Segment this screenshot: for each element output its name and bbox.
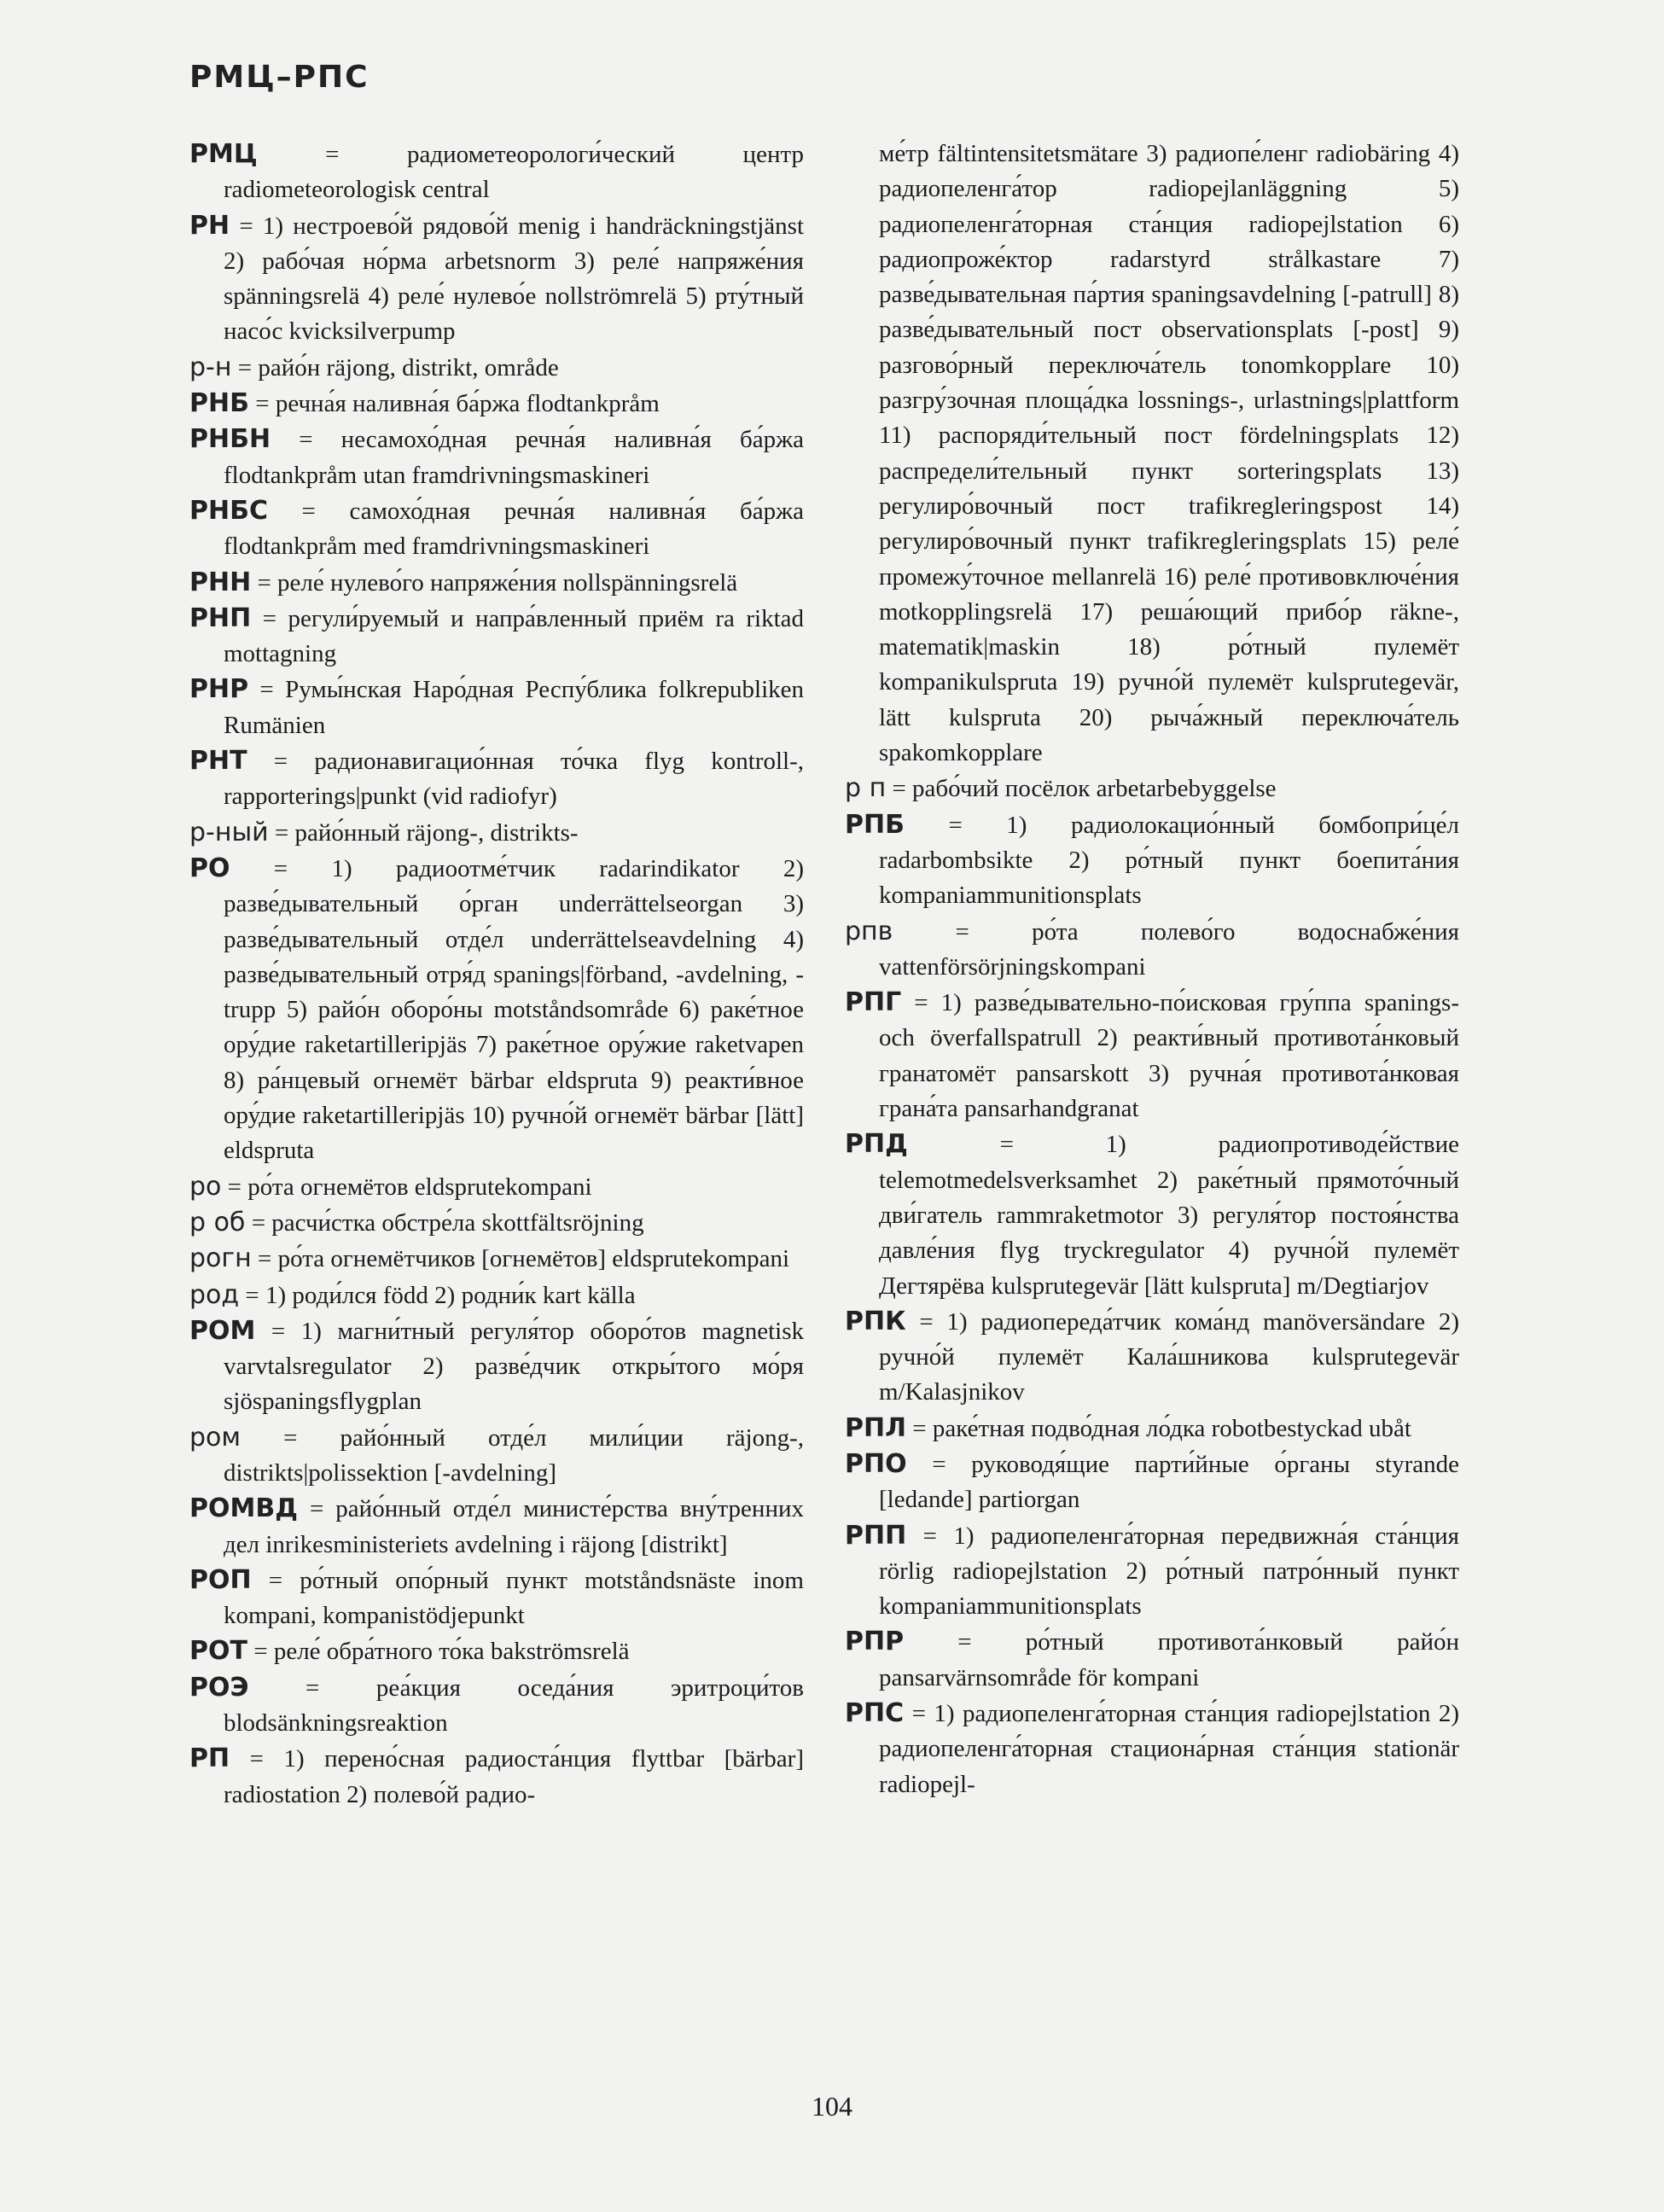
entry-definition: = 1) радиопеленга́торная передвижна́я ста́нция rörlig radiopejlstation 2) ро́тный патро́нный пункт kompaniammunitionsplats xyxy=(879,1522,1459,1621)
dictionary-entry xyxy=(189,601,804,672)
entry-definition: = райо́н räjong, distrikt, område xyxy=(231,353,559,381)
dictionary-entry xyxy=(845,1411,1459,1447)
entry-headword: РНР xyxy=(189,674,249,705)
dictionary-entry xyxy=(845,914,1459,986)
entry-headword: р п xyxy=(845,773,887,804)
entry-headword: ро xyxy=(189,1171,222,1202)
dictionary-entry xyxy=(189,1241,804,1277)
entry-headword: рпв xyxy=(845,916,893,946)
dictionary-entry xyxy=(189,1633,804,1669)
entry-definition: = регули́руемый и напра́вленный приём ra riktad mottagning xyxy=(224,604,804,668)
dictionary-entry xyxy=(845,1624,1459,1696)
entry-definition: = 1) радиопеленга́торная ста́нция radiopejlstation 2) радиопеленга́торная стациона́рная ста́нция stationär radiopejl- xyxy=(879,1700,1459,1798)
dictionary-entry xyxy=(189,1169,804,1205)
dictionary-entry xyxy=(189,672,804,743)
entry-headword: РНБН xyxy=(189,424,271,455)
dictionary-entry xyxy=(189,1205,804,1241)
dictionary-entry xyxy=(189,565,804,601)
entry-definition: = ро́та огнемётчиков [огнемётов] eldsprutekompani xyxy=(251,1245,790,1273)
dictionary-entry xyxy=(189,815,804,851)
entry-definition: = райо́нный отде́л мили́ции räjong-, distrikts|polissektion [-avdelning] xyxy=(224,1423,804,1487)
entry-headword: РОМВД xyxy=(189,1493,298,1524)
dictionary-entry xyxy=(845,807,1459,914)
dictionary-entry xyxy=(189,1420,804,1492)
dictionary-entry xyxy=(189,1563,804,1634)
entry-definition: = 1) разве́дывательно-по́исковая гру́ппа spanings- och överfallspatrull 2) реакти́вный противота́нковый гранатомёт pansarskott 3) ручна́я противота́нковая грана́та pansarhandgranat xyxy=(879,989,1459,1123)
entry-definition: = ро́та огнемётов eldsprutekompani xyxy=(221,1173,592,1201)
entry-headword: РНБС xyxy=(189,495,268,526)
dictionary-entry xyxy=(189,1278,804,1313)
dictionary-entry xyxy=(845,1126,1459,1303)
dictionary-entry xyxy=(845,137,1459,771)
dictionary-entry xyxy=(189,1670,804,1742)
dictionary-entry xyxy=(845,1304,1459,1411)
entry-headword: РО xyxy=(189,853,230,883)
entry-headword: РОМ xyxy=(189,1315,256,1346)
entry-headword: РНН xyxy=(189,567,252,597)
entry-definition: = 1) нестроево́й рядово́й menig i handräckningstjänst 2) рабо́чая но́рма arbetsnorm 3) реле́ напряже́ния spänningsrelä 4) реле́ нулево́е nollströmrelä 5) рту́тный насо́с kvicksilverpump xyxy=(224,212,804,346)
entry-definition: = 1) радиопереда́тчик кома́нд manöversändare 2) ручно́й пулемёт Кала́шникова kulsprutegevär m/Kalasjnikov xyxy=(879,1307,1459,1406)
entry-headword: РП xyxy=(189,1743,230,1774)
page-header: РМЦ–РПС xyxy=(189,60,369,95)
entry-definition: = руководя́щие парти́йные о́рганы styrande [ledande] partiorgan xyxy=(879,1450,1459,1514)
dictionary-entry xyxy=(845,1696,1459,1802)
entry-definition: = ро́тный противота́нковый райо́н pansarvärnsområde för kompani xyxy=(879,1628,1459,1691)
entry-definition: = 1) магни́тный регуля́тор оборо́тов magnetisk varvtalsregulator 2) разве́дчик откры́того мо́ря sjöspaningsflygplan xyxy=(224,1317,804,1416)
entry-definition: = радиометеорологи́ческий центр radiometeorologisk central xyxy=(224,141,804,204)
entry-headword: РПК xyxy=(845,1306,906,1336)
entry-definition: = реле́ обра́тного то́ка bakströmsrelä xyxy=(247,1638,630,1666)
entry-headword: РПП xyxy=(845,1520,907,1551)
entry-definition: = 1) радиоотме́тчик radarindikator 2) разве́дывательный о́рган underrättelseorgan 3) разве́дывательный отде́л underrättelseavdelning 4) разве́дывательный отря́д spanings|förband, -avdelning, -trupp 5) райо́н оборо́ны motståndsområde 6) раке́тное ору́дие raketartilleripjäs 7) раке́тное ору́жие raketvapen 8) ра́нцевый огнемёт bärbar eldspruta 9) реакти́вное ору́дие raketartilleripjäs 10) ручно́й огнемёт bärbar [lätt] eldspruta xyxy=(224,854,804,1165)
dictionary-entry xyxy=(845,771,1459,806)
entry-headword: РОП xyxy=(189,1564,252,1595)
entry-headword: р-н xyxy=(189,352,232,382)
entry-headword: РПД xyxy=(845,1129,908,1160)
entry-definition: = 1) радиолокацио́нный бомбопри́це́л radarbombsikte 2) ро́тный пункт боепита́ния kompaniammunitionsplats xyxy=(879,811,1459,910)
dictionary-entry xyxy=(189,386,804,422)
dictionary-entry xyxy=(189,208,804,350)
entry-definition: = самохо́дная речна́я наливна́я ба́ржа flodtankpråm med framdrivningsmaskineri xyxy=(224,497,804,561)
dictionary-entry xyxy=(189,851,804,1169)
entry-definition: = ро́тный опо́рный пункт motståndsnäste inom kompani, kompanistödjepunkt xyxy=(224,1566,804,1630)
dictionary-entry xyxy=(189,1491,804,1563)
entry-headword: РНБ xyxy=(189,388,249,419)
dictionary-entry xyxy=(189,137,804,208)
entry-headword: РПР xyxy=(845,1627,905,1657)
dictionary-entry xyxy=(845,985,1459,1126)
entry-headword: РНТ xyxy=(189,746,247,777)
entry-headword: РПГ xyxy=(845,987,902,1018)
entry-definition: = рабо́чий посёлок arbetarbebyggelse xyxy=(886,775,1277,803)
entry-definition: = реле́ нулево́го напряже́ния nollspänningsrelä xyxy=(251,568,738,597)
entry-definition: ме́тр fältintensitetsmätare 3) радиопе́ленг radiobäring 4) радиопеленга́тор radiopejlanläggning 5) радиопеленга́торная ста́нция radiopejlstation 6) радиопроже́ктор radarstyrd strålkastare 7) разве́дывательная па́ртия spaningsavdelning [-patrull] 8) разве́дывательный пост observationsplats [-post] 9) разгово́рный переключа́тель tonomkopplare 10) разгру́зочная площа́дка lossnings-, urlastnings|plattform 11) распоряди́тельный пост fördelningsplats 12) распредели́тельный пункт sorteringsplats 13) регулиро́вочный пост trafikregleringspost 14) регулиро́вочный пункт trafikregleringsplats 15) реле́ промежу́точное mellanrelä 16) реле́ противовключе́ния motkopplingsrelä 17) реша́ющий прибо́р räkne-, matematik|maskin 18) ро́тный пулемёт kompanikulspruta 19) ручно́й пулемёт kulsprutegevär, lätt kulspruta 20) рыча́жный переключа́тель spakomkopplare xyxy=(879,140,1459,767)
dictionary-entry xyxy=(845,1447,1459,1518)
dictionary-entry xyxy=(189,1313,804,1420)
entry-headword: РОЭ xyxy=(189,1672,249,1703)
entry-headword: РПЛ xyxy=(845,1412,907,1443)
entry-headword: РНП xyxy=(189,602,252,633)
entry-headword: р-ный xyxy=(189,817,269,847)
entry-definition: = райо́нный отде́л министе́рства вну́тренних дел inrikesministeriets avdelning i räjong [distrikt] xyxy=(224,1495,804,1558)
entry-headword: РПБ xyxy=(845,809,905,840)
entry-definition: = ро́та полево́го водоснабже́ния vattenförsörjningskompani xyxy=(879,917,1459,981)
entry-headword: РМЦ xyxy=(189,139,258,169)
entry-headword: РПС xyxy=(845,1698,905,1729)
left-column xyxy=(189,137,804,1813)
entry-definition: = речна́я наливна́я ба́ржа flodtankpråm xyxy=(248,390,660,418)
entry-headword: рогн xyxy=(189,1243,252,1274)
dictionary-entry xyxy=(189,422,804,493)
entry-headword: РПО xyxy=(845,1448,907,1479)
entry-definition: = радионавигацио́нная то́чка flyg kontroll-, rapporterings|punkt (vid radiofyr) xyxy=(224,748,804,811)
entry-headword: РН xyxy=(189,210,230,241)
entry-definition: = несамохо́дная речна́я наливна́я ба́ржа flodtankpråm utan framdrivningsmaskineri xyxy=(224,426,804,489)
entry-headword: РОТ xyxy=(189,1636,247,1667)
entry-headword: ром xyxy=(189,1422,241,1452)
entry-definition: = райо́нный räjong-, distrikts- xyxy=(268,818,579,847)
dictionary-entry xyxy=(189,350,804,386)
right-column xyxy=(845,137,1459,1802)
entry-definition: = 1) роди́лся född 2) родни́к kart källa xyxy=(239,1281,636,1309)
dictionary-entry xyxy=(189,493,804,565)
entry-headword: р об xyxy=(189,1207,246,1237)
entry-definition: = 1) радиопротиводе́йствие telemotmedelsverksamhet 2) раке́тный прямото́чный дви́гатель rammraketmotor 3) регуля́тор постоя́нства давле́ния flyg tryckregulator 4) ручно́й пулемёт Дегтярёва kulsprutegevär [lätt kulspruta] m/Degtiarjov xyxy=(879,1131,1459,1300)
entry-definition: = расчи́стка обстре́ла skottfältsröjning xyxy=(245,1208,644,1237)
dictionary-entry xyxy=(189,1741,804,1813)
entry-definition: = Румы́нская Наро́дная Респу́блика folkrepubliken Rumänien xyxy=(224,676,804,739)
entry-definition: = раке́тная подво́дная ло́дка robotbestyckad ubåt xyxy=(906,1414,1411,1442)
page-number: 104 xyxy=(812,2091,852,2122)
entry-definition: = 1) перено́сная радиоста́нция flyttbar [bärbar] radiostation 2) полево́й радио- xyxy=(224,1745,804,1808)
entry-headword: род xyxy=(189,1279,240,1310)
dictionary-entry xyxy=(845,1518,1459,1625)
entry-definition: = реа́кция оседа́ния эритроци́тов blodsänkningsreaktion xyxy=(224,1674,804,1738)
dictionary-entry xyxy=(189,743,804,815)
